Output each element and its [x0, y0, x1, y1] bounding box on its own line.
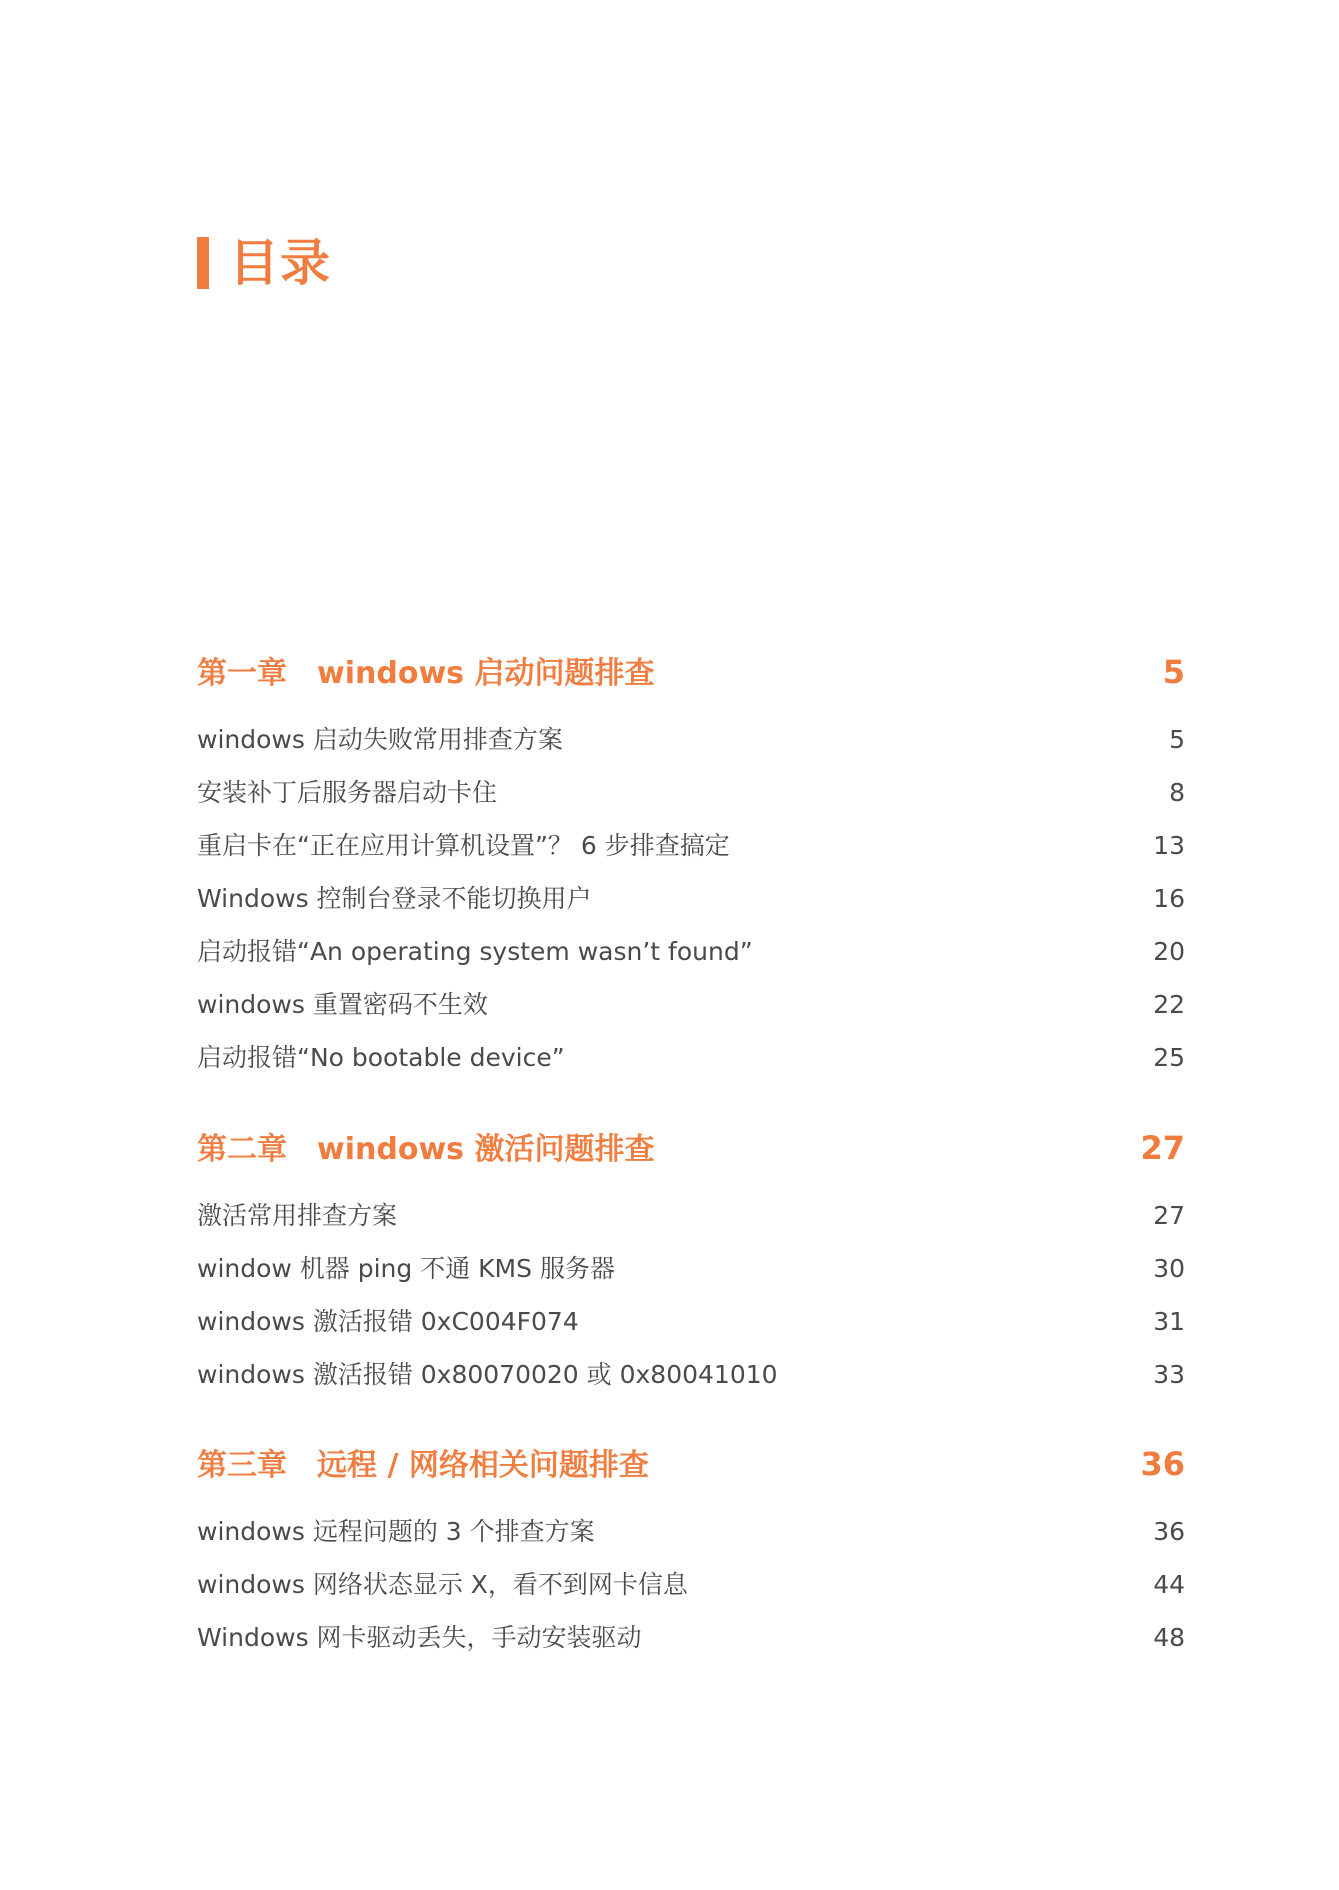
entry-title: windows 启动失败常用排查方案	[197, 725, 563, 754]
entry-title: Windows 控制台登录不能切换用户	[197, 884, 592, 913]
entry-page-number: 25	[1153, 1043, 1185, 1072]
entry-page-number: 31	[1153, 1307, 1185, 1336]
toc-entry[interactable]	[197, 932, 1185, 968]
entry-page-number: 27	[1153, 1201, 1185, 1230]
toc-entry[interactable]	[197, 1196, 1185, 1232]
entry-page-number: 16	[1153, 884, 1185, 913]
entry-title: 启动报错“No bootable device”	[197, 1043, 565, 1072]
chapter-title: 第三章 远程 / 网络相关问题排查	[197, 1448, 649, 1483]
toc-entry[interactable]	[197, 1565, 1185, 1601]
toc-entry[interactable]	[197, 1355, 1185, 1391]
chapter-2-row[interactable]	[197, 1124, 1185, 1168]
entry-title: window 机器 ping 不通 KMS 服务器	[197, 1254, 615, 1283]
entry-title: windows 网络状态显示 X，看不到网卡信息	[197, 1570, 688, 1599]
entry-title: Windows 网卡驱动丢失，手动安装驱动	[197, 1623, 642, 1652]
toc-entry[interactable]	[197, 1512, 1185, 1548]
entry-page-number: 48	[1153, 1623, 1185, 1652]
chapter-3-row[interactable]	[197, 1440, 1185, 1484]
entry-page-number: 30	[1153, 1254, 1185, 1283]
entry-title: 重启卡在“正在应用计算机设置”？ 6 步排查搞定	[197, 831, 730, 860]
toc-entry[interactable]	[197, 1249, 1185, 1285]
chapter-page-number: 36	[1140, 1445, 1185, 1483]
chapter-title: 第一章 windows 启动问题排查	[197, 656, 655, 691]
toc-entry[interactable]	[197, 985, 1185, 1021]
entry-title: windows 激活报错 0xC004F074	[197, 1307, 579, 1336]
chapter-1-row[interactable]	[197, 648, 1185, 692]
toc-entry[interactable]	[197, 1618, 1185, 1654]
toc-entry[interactable]	[197, 1038, 1185, 1074]
entry-page-number: 20	[1153, 937, 1185, 966]
toc-entry[interactable]	[197, 720, 1185, 756]
chapter-title: 第二章 windows 激活问题排查	[197, 1132, 655, 1167]
entry-page-number: 44	[1153, 1570, 1185, 1599]
toc-entry[interactable]	[197, 879, 1185, 915]
entry-page-number: 8	[1169, 778, 1185, 807]
entry-page-number: 13	[1153, 831, 1185, 860]
heading-accent-bar	[197, 237, 209, 289]
entry-title: windows 远程问题的 3 个排查方案	[197, 1517, 595, 1546]
entry-title: 启动报错“An operating system wasn’t found”	[197, 937, 753, 966]
entry-page-number: 33	[1153, 1360, 1185, 1389]
entry-page-number: 5	[1169, 725, 1185, 754]
entry-title: windows 重置密码不生效	[197, 990, 488, 1019]
entry-page-number: 22	[1153, 990, 1185, 1019]
entry-title: 激活常用排查方案	[197, 1201, 398, 1230]
entry-title: 安装补丁后服务器启动卡住	[197, 778, 498, 807]
toc-heading	[197, 232, 331, 294]
chapter-page-number: 5	[1162, 653, 1185, 691]
toc-entry[interactable]	[197, 826, 1185, 862]
chapter-page-number: 27	[1140, 1129, 1185, 1167]
toc-entry[interactable]	[197, 1302, 1185, 1338]
entry-title: windows 激活报错 0x80070020 或 0x80041010	[197, 1360, 778, 1389]
entry-page-number: 36	[1153, 1517, 1185, 1546]
page-title: 目录	[229, 234, 331, 292]
toc-entry[interactable]	[197, 773, 1185, 809]
